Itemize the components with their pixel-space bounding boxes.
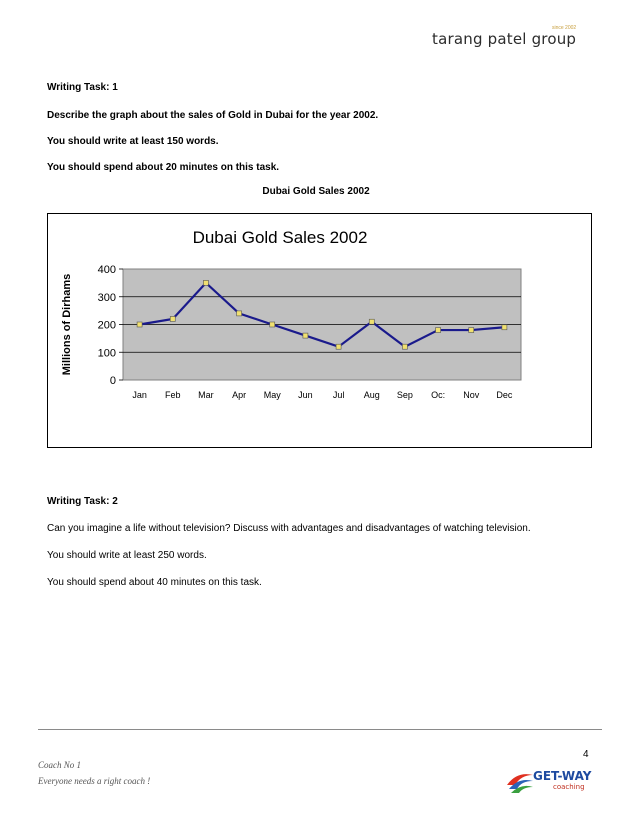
task1-word-count: You should write at least 150 words.	[47, 136, 219, 147]
data-point	[170, 316, 175, 321]
x-tick-label: Jan	[132, 390, 147, 400]
x-tick-label: Oc:	[431, 390, 446, 400]
footer-line-2: Everyone needs a right coach !	[38, 776, 151, 786]
footer-divider	[38, 729, 602, 730]
footer-line-1: Coach No 1	[38, 760, 82, 770]
data-point	[436, 328, 441, 333]
x-tick-label: Apr	[232, 390, 247, 400]
data-point	[402, 344, 407, 349]
data-point	[469, 328, 474, 333]
x-tick-label: Jun	[298, 390, 313, 400]
page-number: 4	[583, 749, 589, 760]
x-tick-label: May	[263, 390, 281, 400]
task2-title: Writing Task: 2	[47, 496, 118, 507]
y-tick-label: 100	[97, 347, 116, 360]
y-tick-label: 400	[97, 264, 116, 276]
chart-caption: Dubai Gold Sales 2002	[262, 186, 370, 197]
data-point	[303, 333, 308, 338]
task1-time: You should spend about 20 minutes on this task.	[47, 162, 280, 173]
y-tick-label: 0	[109, 375, 116, 387]
data-point	[502, 325, 507, 330]
x-tick-label: Mar	[198, 390, 214, 400]
data-point	[137, 322, 142, 327]
chart-title: Dubai Gold Sales 2002	[192, 228, 368, 247]
y-tick-label: 200	[97, 319, 116, 332]
data-point	[369, 319, 374, 324]
task2-time: You should spend about 40 minutes on this task.	[47, 577, 262, 588]
data-point	[203, 280, 208, 285]
data-point	[237, 311, 242, 316]
y-axis-label: Millions of Dirhams	[61, 273, 73, 376]
x-tick-label: Dec	[496, 390, 513, 400]
data-point	[336, 344, 341, 349]
task1-instruction: Describe the graph about the sales of Gold in Dubai for the year 2002.	[47, 110, 379, 121]
getway-logo-sub: coaching	[553, 783, 585, 791]
getway-logo-text: GET-WAY	[533, 769, 592, 783]
brand-logo-text: tarang patel group	[432, 30, 577, 48]
x-tick-label: Aug	[363, 390, 380, 400]
getway-logo	[503, 767, 598, 795]
x-tick-label: Feb	[164, 390, 181, 400]
task1-title: Writing Task: 1	[47, 82, 118, 93]
line-chart	[48, 214, 591, 447]
task2-word-count: You should write at least 250 words.	[47, 550, 207, 561]
data-point	[270, 322, 275, 327]
chart-frame	[47, 213, 592, 448]
x-tick-label: Sep	[396, 390, 413, 400]
brand-tagline: since 2002	[552, 25, 577, 31]
y-tick-label: 300	[97, 291, 116, 304]
x-tick-label: Jul	[332, 390, 345, 400]
x-tick-label: Nov	[463, 390, 480, 400]
task2-question: Can you imagine a life without television? Discuss with advantages and disadvantages of watching television.	[47, 523, 531, 534]
